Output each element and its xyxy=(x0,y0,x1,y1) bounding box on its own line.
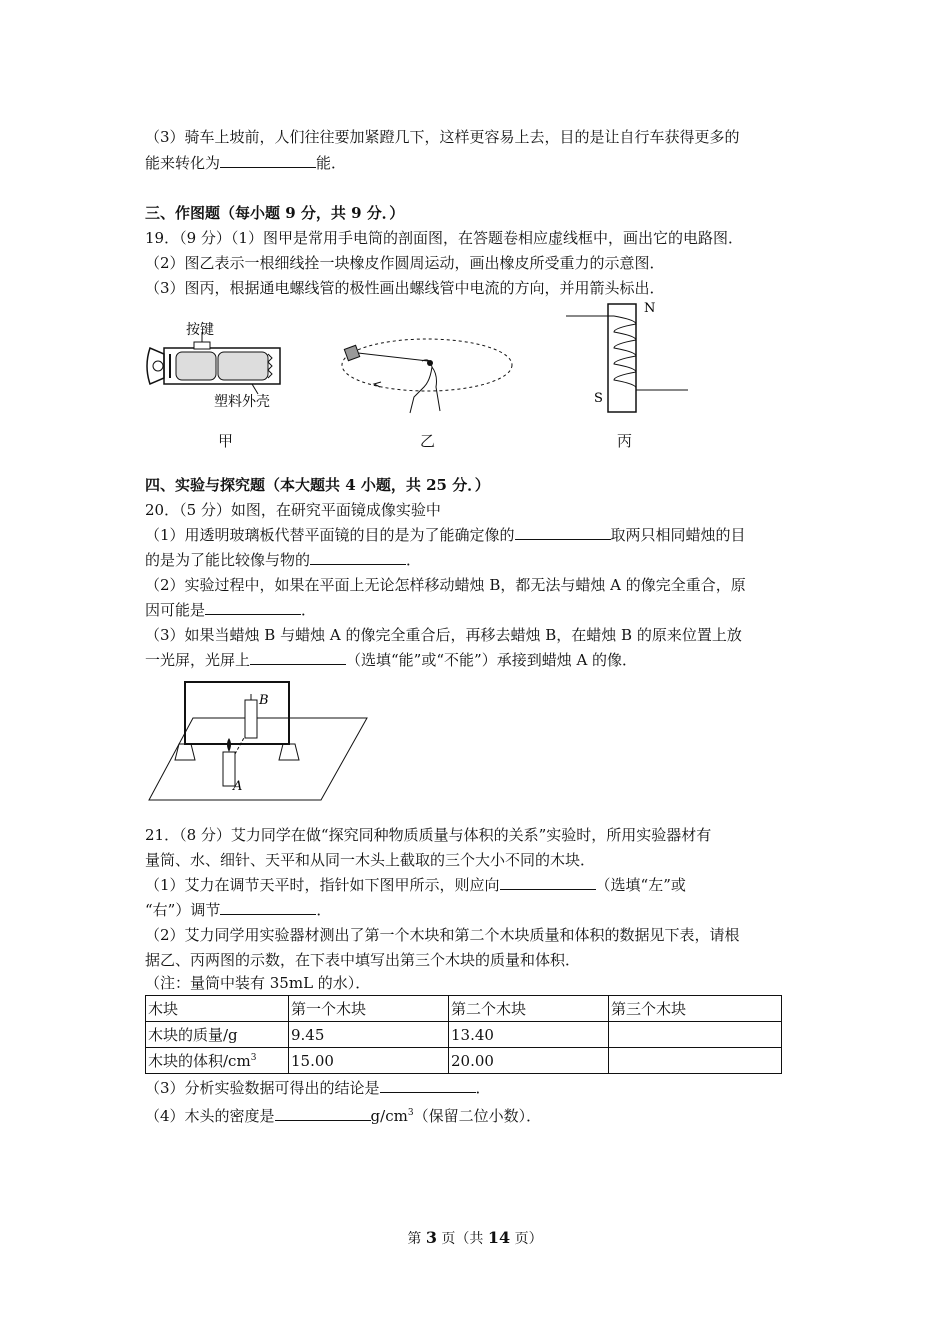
q19-line3: （3）图丙，根据通电螺线管的极性画出螺线管中电流的方向，并用箭头标出． xyxy=(145,279,665,297)
table-cell: 9.45 xyxy=(289,1022,449,1048)
q21-4-sup: 3 xyxy=(407,1108,414,1118)
q20-2a: （2）实验过程中，如果在平面上无论怎样移动蜡烛 B，都无法与蜡烛 A 的像完全重合，原 xyxy=(145,576,746,594)
q21-4-pre: （4）木头的密度是 xyxy=(145,1107,275,1125)
table-cell: 木块 xyxy=(146,996,289,1022)
q21-4-unit: g/cm xyxy=(370,1107,408,1125)
q20-3b xyxy=(145,650,637,670)
q19-line1: 19．（9 分）（1）图甲是常用手电筒的剖面图，在答题卷相应虚线框中，画出它的电路图． xyxy=(145,229,743,247)
table-cell: 13.40 xyxy=(449,1022,609,1048)
q20-1a-pre: （1）用透明玻璃板代替平面镜的目的是为了能确定像的 xyxy=(145,526,515,544)
q3-line2-post: 能． xyxy=(316,154,347,172)
q20-1b-post: ． xyxy=(406,551,422,569)
q21-3-post: ． xyxy=(475,1079,491,1097)
q20-2b-pre: 因可能是 xyxy=(145,601,206,619)
q20-1a xyxy=(145,525,746,545)
table-cell: 第一个木块 xyxy=(289,996,449,1022)
q20-1b xyxy=(145,550,421,570)
q19-line2: （2）图乙表示一根细线拴一块橡皮作圆周运动，画出橡皮所受重力的示意图． xyxy=(145,254,665,272)
q21-2b: 据乙、丙两图的示数，在下表中填写出第三个木块的质量和体积． xyxy=(145,951,581,969)
label-candle-a: A xyxy=(233,779,243,794)
q20-1a-post: 取两只相同蜡烛的目 xyxy=(610,526,746,544)
label-candle-b: B xyxy=(259,693,269,708)
q21-4 xyxy=(145,1103,541,1126)
mirror-experiment-figure xyxy=(145,678,370,803)
q3-line2-pre: 能来转化为 xyxy=(145,154,221,172)
answer-blank xyxy=(250,650,346,665)
footer-page-number: 3 xyxy=(425,1228,437,1247)
q21-1b-post: ． xyxy=(316,901,332,919)
label-shell: 塑料外壳 xyxy=(214,394,270,410)
q20-2b-post: ． xyxy=(301,601,317,619)
q21-1b xyxy=(145,900,331,920)
table-row xyxy=(146,1022,782,1048)
q20-line0: 20．（5 分）如图，在研究平面镜成像实验中 xyxy=(145,501,441,519)
answer-blank xyxy=(310,550,406,565)
q21-line1: 21．（8 分）艾力同学在做“探究同种物质质量与体积的关系”实验时，所用实验器材有 xyxy=(145,826,712,844)
q21-3-pre: （3）分析实验数据可得出的结论是 xyxy=(145,1079,380,1097)
table-row xyxy=(146,1048,782,1074)
footer-total-pages: 14 xyxy=(487,1228,511,1247)
solenoid-figure xyxy=(560,298,700,418)
volume-sup: 3 xyxy=(250,1053,257,1063)
section3-heading: 三、作图题（每小题 9 分，共 9 分．） xyxy=(145,204,405,222)
q21-1a-pre: （1）艾力在调节天平时，指针如下图甲所示，则应向 xyxy=(145,876,500,894)
q3-line2 xyxy=(145,153,346,173)
q21-line2: 量筒、水、细针、天平和从同一木头上截取的三个大小不同的木块． xyxy=(145,851,596,869)
q20-3b-post: （选填“能”或“不能”）承接到蜡烛 A 的像． xyxy=(346,651,638,669)
q21-4-post: （保留二位小数）． xyxy=(413,1107,542,1125)
q21-2a: （2）艾力同学用实验器材测出了第一个木块和第二个木块质量和体积的数据见下表，请根 xyxy=(145,926,740,944)
q21-1b-pre: “右”）调节 xyxy=(145,901,221,919)
answer-blank xyxy=(220,900,316,915)
q21-1a-post: （选填“左”或 xyxy=(595,876,686,894)
table-header-row xyxy=(146,996,782,1022)
label-button: 按键 xyxy=(186,322,214,338)
answer-blank xyxy=(380,1078,476,1093)
q20-2b xyxy=(145,600,316,620)
footer-pre: 第 xyxy=(407,1231,426,1247)
section4-heading: 四、实验与探究题（本大题共 4 小题，共 25 分．） xyxy=(145,476,490,494)
label-s: S xyxy=(594,391,603,406)
caption-jia: 甲 xyxy=(218,432,234,450)
label-n: N xyxy=(644,301,656,316)
wood-data-table xyxy=(145,995,782,1074)
answer-blank xyxy=(515,525,611,540)
caption-yi: 乙 xyxy=(420,432,436,450)
table-cell: 第三个木块 xyxy=(609,996,782,1022)
table-cell-empty[interactable] xyxy=(609,1022,782,1048)
page-footer xyxy=(0,1228,950,1248)
footer-post: 页） xyxy=(510,1231,543,1247)
q20-3b-pre: 一光屏，光屏上 xyxy=(145,651,251,669)
caption-bing: 丙 xyxy=(617,432,633,450)
table-cell: 第二个木块 xyxy=(449,996,609,1022)
flashlight-figure xyxy=(142,318,292,413)
volume-label: 木块的体积/cm xyxy=(148,1052,251,1070)
q21-1a xyxy=(145,875,686,895)
table-cell: 20.00 xyxy=(449,1048,609,1074)
answer-blank xyxy=(500,875,596,890)
q20-1b-pre: 的是为了能比较像与物的 xyxy=(145,551,311,569)
table-cell: 木块的质量/g xyxy=(146,1022,289,1048)
answer-blank xyxy=(275,1106,371,1121)
q21-3 xyxy=(145,1078,491,1098)
answer-blank xyxy=(205,600,301,615)
table-cell: 15.00 xyxy=(289,1048,449,1074)
circular-motion-figure xyxy=(332,325,517,420)
q20-3a: （3）如果当蜡烛 B 与蜡烛 A 的像完全重合后，再移去蜡烛 B，在蜡烛 B 的原来位置上放 xyxy=(145,626,742,644)
table-cell-empty[interactable] xyxy=(609,1048,782,1074)
q3-line1: （3）骑车上坡前，人们往往要加紧蹬几下，这样更容易上去，目的是让自行车获得更多的 xyxy=(145,128,740,146)
footer-mid: 页（共 xyxy=(436,1231,488,1247)
q21-note: （注：量筒中装有 35mL 的水）． xyxy=(145,974,371,992)
answer-blank xyxy=(220,153,316,168)
table-cell xyxy=(146,1048,289,1074)
